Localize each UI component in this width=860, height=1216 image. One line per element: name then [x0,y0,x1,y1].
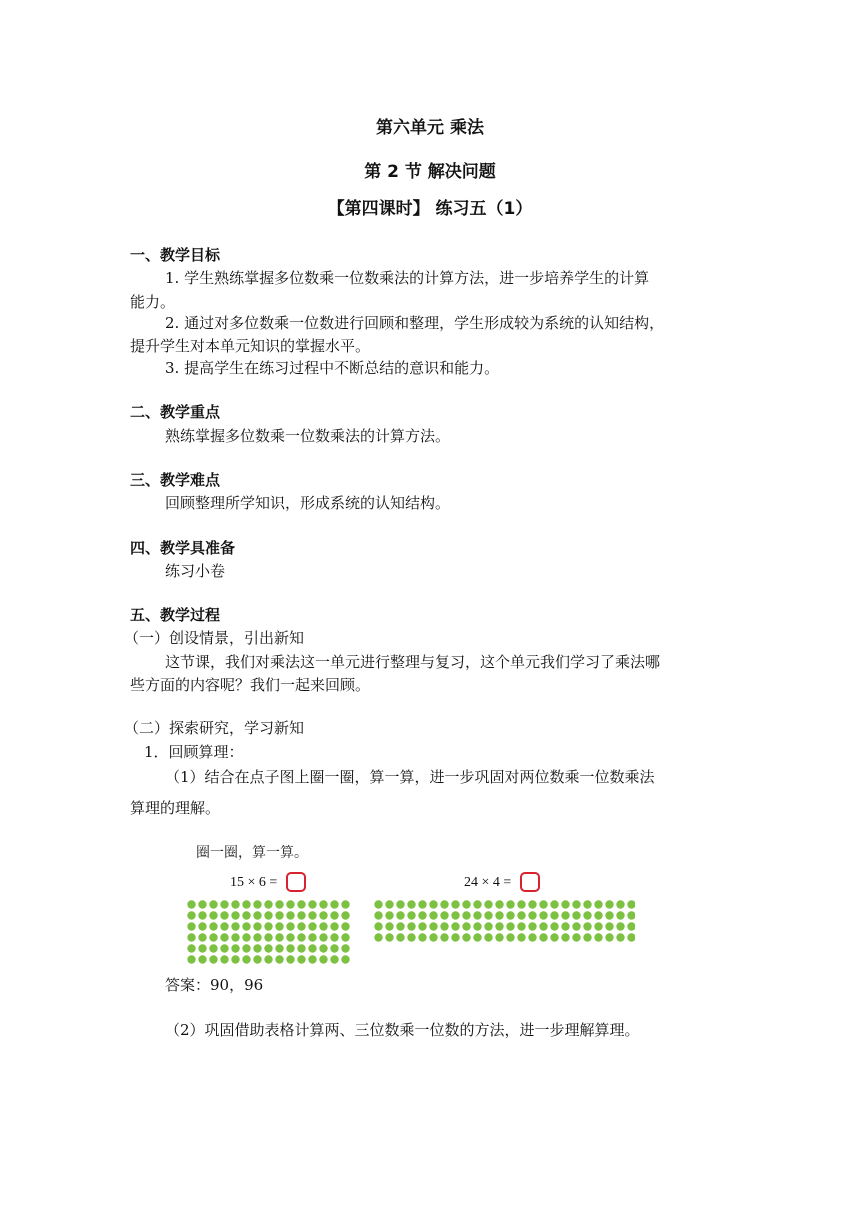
dot [396,922,404,930]
dot [341,900,349,908]
dot [594,900,602,908]
dot [550,922,558,930]
dot [231,900,239,908]
dot [319,955,327,963]
dot [506,900,514,908]
dot [286,944,294,952]
dot [253,922,261,930]
dot [561,922,569,930]
dot [220,900,228,908]
dot [231,944,239,952]
dot [429,933,437,941]
dot [473,922,481,930]
dot [506,933,514,941]
figure-label: 圈一圈，算一算。 [196,845,308,861]
section-heading-goals: 一、教学目标 [130,246,221,264]
dot [418,922,426,930]
dot [319,944,327,952]
dot [385,933,393,941]
dot [583,911,591,919]
dot [396,900,404,908]
dot [528,933,536,941]
dot [396,933,404,941]
part-1-line-2: 些方面的内容呢？我们一起来回顾。 [130,676,371,694]
dot [462,911,470,919]
dot [627,900,635,908]
dot [429,900,437,908]
dot [275,911,283,919]
dot [451,900,459,908]
dot [242,944,250,952]
dot [539,900,547,908]
dot [429,911,437,919]
dot [517,922,525,930]
dot [407,933,415,941]
answer-text: 答案：90，96 [165,976,264,994]
goal-3: 3. 提高学生在练习过程中不断总结的意识和能力。 [165,359,500,377]
dot [330,922,338,930]
dot [374,933,382,941]
item-1-2: （2）巩固借助表格计算两、三位数乘一位数的方法，进一步理解算理。 [165,1021,640,1039]
dot [308,933,316,941]
dot [198,955,206,963]
dot [319,933,327,941]
dot [517,933,525,941]
dot [319,922,327,930]
dot [506,922,514,930]
dot [473,900,481,908]
dot [198,900,206,908]
dot [407,922,415,930]
dot [374,911,382,919]
dot [286,922,294,930]
dot [187,944,195,952]
dot [253,933,261,941]
dot [550,900,558,908]
dot [319,900,327,908]
dot [198,944,206,952]
dot [594,911,602,919]
dot [220,944,228,952]
dot [330,911,338,919]
dot [308,922,316,930]
dot [539,922,547,930]
dot [495,911,503,919]
dot [187,911,195,919]
dot [264,933,272,941]
dot [286,900,294,908]
dot [605,922,613,930]
goal-1-line-2: 能力。 [130,293,176,311]
dot [275,900,283,908]
dot [572,922,580,930]
dot [341,944,349,952]
dot [341,911,349,919]
dot [187,933,195,941]
dot [275,933,283,941]
dot [308,900,316,908]
dot [264,922,272,930]
dot [330,933,338,941]
dot [440,900,448,908]
dot [528,900,536,908]
dot [187,955,195,963]
dot [275,955,283,963]
dot [319,911,327,919]
dot [220,911,228,919]
dot [572,900,580,908]
dot [616,933,624,941]
dot [539,933,547,941]
dot [297,944,305,952]
goal-1-line-1: 1. 学生熟练掌握多位数乘一位数乘法的计算方法，进一步培养学生的计算 [165,269,650,287]
dot [187,900,195,908]
section-heading-materials: 四、教学具准备 [130,539,236,557]
dot [264,944,272,952]
dot [616,911,624,919]
dot [385,922,393,930]
dot [308,944,316,952]
dot [550,933,558,941]
dot [583,922,591,930]
dot [495,922,503,930]
dot [231,955,239,963]
part-2-title: （二）探索研究，学习新知 [124,719,305,737]
answer-box-1[interactable] [286,872,306,892]
dot [418,911,426,919]
equation-2: 24 × 4 = [464,875,512,890]
dot [253,900,261,908]
dot [231,911,239,919]
dot [242,911,250,919]
dot [594,922,602,930]
dot [440,933,448,941]
dot [418,933,426,941]
answer-box-2[interactable] [520,872,540,892]
dot [605,911,613,919]
dot [253,944,261,952]
dot [275,922,283,930]
dot [451,933,459,941]
dot [220,955,228,963]
dot [286,955,294,963]
dot-grid-15x6 [186,899,352,965]
dot [374,922,382,930]
dot [451,911,459,919]
dot [528,922,536,930]
dot [264,900,272,908]
dot [528,911,536,919]
dot [550,911,558,919]
dot [198,911,206,919]
dot [209,933,217,941]
dot [429,922,437,930]
item-1: 1．回顾算理： [144,743,244,761]
dot [462,922,470,930]
dot [440,922,448,930]
dot [341,933,349,941]
dot [473,933,481,941]
dot [572,933,580,941]
dot [286,933,294,941]
dot [220,933,228,941]
dot [561,911,569,919]
dot [484,922,492,930]
dot [462,900,470,908]
dot [517,900,525,908]
dot [231,922,239,930]
dot [473,911,481,919]
dot [627,933,635,941]
dot [495,900,503,908]
unit-title: 第六单元 乘法 [376,118,484,138]
dot [297,922,305,930]
section-heading-difficulty: 三、教学难点 [130,471,221,489]
dot [308,911,316,919]
dot [198,922,206,930]
dot [385,911,393,919]
dot-grid-24x4 [373,899,635,943]
dot [561,933,569,941]
dot [341,955,349,963]
dot [297,911,305,919]
dot [396,911,404,919]
dot [253,955,261,963]
dot [209,900,217,908]
dot [440,911,448,919]
dot [286,911,294,919]
dot [209,911,217,919]
item-1-1-line-1: （1）结合在点子图上圈一圈，算一算，进一步巩固对两位数乘一位数乘法 [165,768,655,786]
section-title: 第 2 节 解决问题 [364,162,496,182]
materials-text: 练习小卷 [165,562,226,580]
dot [583,933,591,941]
dot [242,955,250,963]
dot [418,900,426,908]
dot [594,933,602,941]
dot [209,922,217,930]
dot [616,922,624,930]
dot [385,900,393,908]
dot [605,933,613,941]
dot [187,922,195,930]
dot [264,911,272,919]
dot [517,911,525,919]
part-1-title: （一）创设情景，引出新知 [124,629,305,647]
dot [220,922,228,930]
dot [484,900,492,908]
lesson-title: 【第四课时】 练习五（1） [327,199,533,219]
goal-2-line-2: 提升学生对本单元知识的掌握水平。 [130,337,371,355]
dot [209,955,217,963]
dot [341,922,349,930]
dot [374,900,382,908]
dot [242,933,250,941]
dot [506,911,514,919]
dot [308,955,316,963]
item-1-1-line-2: 算理的理解。 [130,799,221,817]
section-heading-process: 五、教学过程 [130,606,221,624]
dot [231,933,239,941]
section-heading-focus: 二、教学重点 [130,403,221,421]
difficulty-text: 回顾整理所学知识，形成系统的认知结构。 [165,494,451,512]
dot [407,911,415,919]
goal-2-line-1: 2. 通过对多位数乘一位数进行回顾和整理，学生形成较为系统的认知结构， [165,314,665,332]
dot [495,933,503,941]
dot [242,900,250,908]
dot [605,900,613,908]
dot [407,900,415,908]
dot [330,955,338,963]
dot [572,911,580,919]
dot [462,933,470,941]
dot [627,911,635,919]
dot [484,933,492,941]
dot [484,911,492,919]
focus-text: 熟练掌握多位数乘一位数乘法的计算方法。 [165,427,451,445]
dot [583,900,591,908]
dot [209,944,217,952]
dot [264,955,272,963]
dot [198,933,206,941]
dot [616,900,624,908]
dot [275,944,283,952]
dot [539,911,547,919]
dot [330,944,338,952]
dot [330,900,338,908]
dot [561,900,569,908]
dot [253,911,261,919]
part-1-line-1: 这节课，我们对乘法这一单元进行整理与复习，这个单元我们学习了乘法哪 [165,653,661,671]
equation-1: 15 × 6 = [230,875,278,890]
dot [451,922,459,930]
dot [297,900,305,908]
dot [242,922,250,930]
dot [297,933,305,941]
dot [627,922,635,930]
dot [297,955,305,963]
